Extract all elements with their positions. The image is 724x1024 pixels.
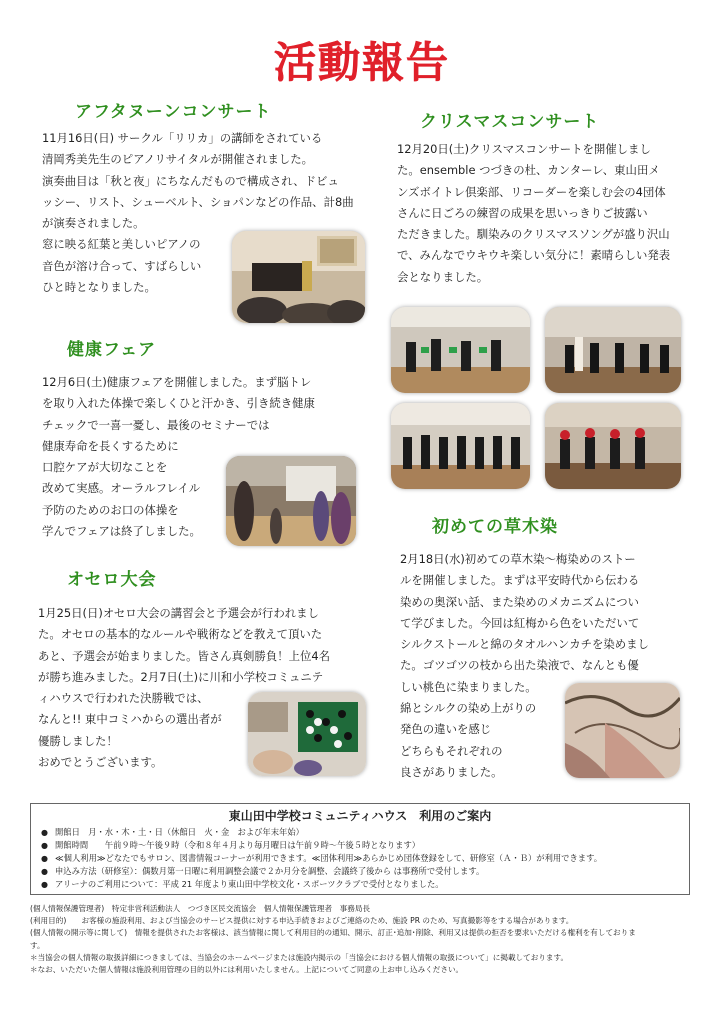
text-line: 染めの奥深い話、また染めのメカニズムについ — [400, 594, 639, 609]
usage-info-box — [30, 803, 690, 895]
usage-info-list — [41, 826, 689, 891]
text-line: た。オセロの基本的なルールや戦術などを教えて頂いた — [38, 627, 323, 642]
othello-heading: オセロ大会 — [67, 570, 157, 590]
text-line: おめでとうございます。 — [38, 755, 163, 770]
text-line: しい桃色に染まりました。 — [400, 679, 537, 694]
privacy-line: す。 — [30, 940, 45, 950]
text-line: チェックで一喜一憂し、最後のセミナーでは — [42, 417, 270, 432]
plant-dye-photo — [565, 683, 680, 778]
christmas-concert-text — [397, 139, 670, 288]
afternoon-concert-heading: アフタヌーンコンサート — [75, 102, 272, 122]
text-line: 学んでフェアは終了しました。 — [42, 524, 201, 539]
privacy-line: (個人情報の開示等に関して) 情報を提供されたお客様は、該当情報に関して利用目的の通知、開示、訂正･追加･削除、利用又は提供の拒否を要求いただける権利を有しておりま — [30, 928, 636, 938]
text-line: 12月6日(土)健康フェアを開催しました。まず脳トレ — [42, 375, 312, 389]
privacy-line: ＊当協会の個人情報の取扱詳細につきましては、当協会のホームページまたは施設内掲示の「当協会における個人情報の取扱について」に掲載しております。 — [30, 952, 569, 962]
text-line: 会となりました。 — [397, 269, 489, 284]
privacy-line: (個人情報保護管理者) 特定非営利活動法人 つづき区民交流協会 個人情報保護管理者 事務局長 — [30, 904, 371, 913]
list-item: ● 開館時間 午前９時〜午後９時（令和８年４月より毎月曜日は午前９時〜午後５時となります） — [41, 839, 689, 852]
text-line: 優勝しました！ — [38, 733, 118, 748]
page-title: 活動報告 — [273, 38, 450, 87]
text-line: 1月25日(日)オセロ大会の講習会と予選会が行われまし — [38, 606, 319, 620]
text-line: ィハウスで行われた決勝戦では、 — [38, 691, 209, 706]
text-line: 予防のためのお口の体操を — [42, 502, 179, 517]
text-line: 健康寿命を長くするために — [42, 438, 179, 453]
text-line: 12月20日(土)クリスマスコンサートを開催しまし — [397, 142, 651, 156]
list-item: ● 開館日 月・水・木・土・日（休館日 火・金 および年末年始） — [41, 826, 689, 839]
christmas-photo-3 — [391, 403, 530, 489]
text-line: 清岡秀美先生のピアノリサイタルが開催されました。 — [42, 152, 313, 167]
list-item: ● 申込み方法（研修室）：偶数月第一日曜に利用調整会議で２か月分を調整、会議終了後から は事務所で受付します。 — [41, 865, 689, 878]
health-fair-photo — [226, 456, 356, 546]
health-fair-heading: 健康フェア — [67, 340, 157, 360]
text-line: で、みんなでウキウキ楽しい気分に！素晴らしい発表 — [397, 248, 671, 263]
usage-info-title: 東山田中学校コミュニティハウス 利用のご案内 — [228, 809, 492, 823]
text-line: 口腔ケアが大切なことを — [42, 460, 168, 475]
text-line: た。ensemble つづきの杜、カンターレ、東山田メ — [397, 163, 660, 178]
text-line: 改めて実感。オーラルフレイル — [42, 481, 201, 496]
privacy-notice — [30, 903, 695, 976]
text-line: あと、予選会が始まりました。皆さん真剣勝負！上位4名 — [38, 648, 331, 663]
text-line: 演奏曲目は「秋と夜」にちなんだもので構成され、ドビュ — [42, 173, 339, 188]
text-line: を取り入れた体操で楽しくひと汗かき、引き続き健康 — [42, 396, 315, 411]
text-line: ただきました。馴染みのクリスマスソングが盛り沢山 — [397, 227, 670, 242]
text-line: ンズボイトレ倶楽部、リコーダーを楽しむ会の4団体 — [397, 184, 666, 199]
text-line: 良さがありました。 — [400, 764, 503, 779]
text-line: さんに日ごろの練習の成果を思いっきりご披露い — [397, 205, 648, 220]
christmas-photo-4 — [545, 403, 681, 489]
text-line: シルクストールと綿のタオルハンカチを染めまし — [400, 637, 649, 652]
othello-photo — [248, 692, 366, 776]
text-line: ひと時となりました。 — [42, 280, 156, 295]
text-line: 綿とシルクの染め上がりの — [400, 701, 537, 716]
text-line: た。ゴツゴツの枝から出た染液で、なんとも優 — [400, 658, 639, 673]
text-line: 11月16日(日) サークル「リリカ」の講師をされている — [42, 131, 323, 145]
christmas-photo-2 — [545, 307, 681, 393]
plant-dye-heading: 初めての草木染 — [432, 517, 558, 537]
list-item: ● ≪個人利用≫どなたでもサロン、図書情報コーナーが利用できます。≪団体利用≫あらかじめ団体登録をして、研修室（Ａ・Ｂ）が利用できます。 — [41, 852, 689, 865]
text-line: ルを開催しました。まずは平安時代から伝わる — [400, 573, 640, 588]
christmas-photo-1 — [391, 307, 530, 393]
text-line: なんと!! 東中コミハからの選出者が — [38, 712, 222, 727]
text-line: 発色の違いを感じ — [400, 722, 492, 737]
privacy-line: ＊なお、いただいた個人情報は施設利用管理の目的以外には利用いたしません。上記についてご同意の上お申し込みください。 — [30, 965, 464, 975]
text-line: 音色が溶け合って、すばらしい — [42, 258, 202, 273]
text-line: ッシー、リスト、シューベルト、ショパンなどの作品、計8曲 — [42, 194, 354, 209]
piano-recital-photo — [232, 231, 365, 323]
text-line: どちらもそれぞれの — [400, 743, 503, 758]
text-line: が勝ち進みました。2月7日(土)に川和小学校コミュニテ — [38, 669, 324, 684]
text-line: が演奏されました。 — [42, 216, 145, 231]
text-line: て学びました。今回は紅梅から色をいただいて — [400, 615, 640, 630]
christmas-concert-heading: クリスマスコンサート — [420, 112, 600, 132]
text-line: 2月18日(水)初めての草木染〜梅染めのストー — [400, 552, 636, 566]
privacy-line: (利用目的) お客様の施設利用、および当協会のサービス提供に対する申込手続きおよびご連絡のため、施設 PR のため、写真撮影等をする場合があります。 — [30, 916, 574, 926]
text-line: 窓に映る紅葉と美しいピアノの — [42, 237, 201, 252]
list-item: ● アリーナのご利用について：平成 21 年度より東山田中学校文化・スポーツクラブで受付となりました。 — [41, 878, 689, 891]
